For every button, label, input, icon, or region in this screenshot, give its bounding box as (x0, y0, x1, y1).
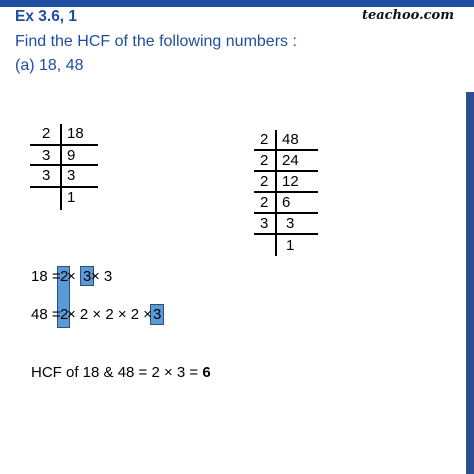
division-rule (30, 186, 98, 188)
quotient: 1 (67, 189, 76, 206)
quotient: 3 (286, 215, 295, 232)
table-row (254, 193, 354, 213)
division-rule (254, 170, 318, 172)
eq-factor: 2 (60, 268, 69, 285)
quotient: 18 (67, 125, 84, 142)
table-row (254, 214, 354, 234)
divisor: 2 (260, 131, 269, 148)
table-row (254, 236, 354, 256)
question-prompt: Find the HCF of the following numbers : (15, 33, 297, 50)
quotient: 3 (67, 167, 76, 184)
quotient: 48 (282, 131, 299, 148)
divisor: 3 (42, 147, 51, 164)
table-row (254, 151, 354, 171)
division-rule (254, 149, 318, 151)
table-row (30, 146, 130, 166)
quotient: 12 (282, 173, 299, 190)
division-table-48 (254, 130, 354, 255)
hcf-result (31, 364, 211, 381)
brand-logo: teachoo.com (361, 8, 454, 23)
quotient: 1 (286, 237, 295, 254)
division-vertical-line (60, 124, 62, 210)
divisor: 3 (260, 215, 269, 232)
eq-rest: × 2 × 2 × 2 × (67, 306, 153, 323)
divisor: 3 (42, 167, 51, 184)
eq-number: 48 = (31, 306, 61, 323)
quotient: 9 (67, 147, 76, 164)
table-row (30, 166, 130, 186)
division-table-18 (30, 124, 130, 214)
table-row (254, 130, 354, 150)
division-rule (254, 191, 318, 193)
divisor: 2 (260, 194, 269, 211)
divisor: 2 (260, 173, 269, 190)
top-accent-bar (0, 0, 474, 7)
eq-factor: 2 (60, 306, 69, 323)
question-part: (a) 18, 48 (15, 57, 84, 74)
hcf-value: 6 (202, 364, 211, 381)
quotient: 24 (282, 152, 299, 169)
eq-rest: × 3 (91, 268, 113, 285)
eq-operator: × (67, 268, 76, 285)
exercise-title: Ex 3.6, 1 (15, 8, 78, 25)
quotient: 6 (282, 194, 291, 211)
table-row (30, 188, 130, 208)
table-row (254, 172, 354, 192)
side-accent-bar (466, 92, 474, 474)
division-rule (30, 164, 98, 166)
divisor: 2 (260, 152, 269, 169)
division-rule (30, 144, 98, 146)
eq-factor: 3 (83, 268, 92, 285)
division-rule (254, 233, 318, 235)
divisor: 2 (42, 125, 51, 142)
eq-factor: 3 (153, 306, 162, 323)
division-rule (254, 212, 318, 214)
hcf-result-text: HCF of 18 & 48 = 2 × 3 = (31, 364, 203, 381)
eq-number: 18 = (31, 268, 61, 285)
table-row (30, 124, 130, 144)
